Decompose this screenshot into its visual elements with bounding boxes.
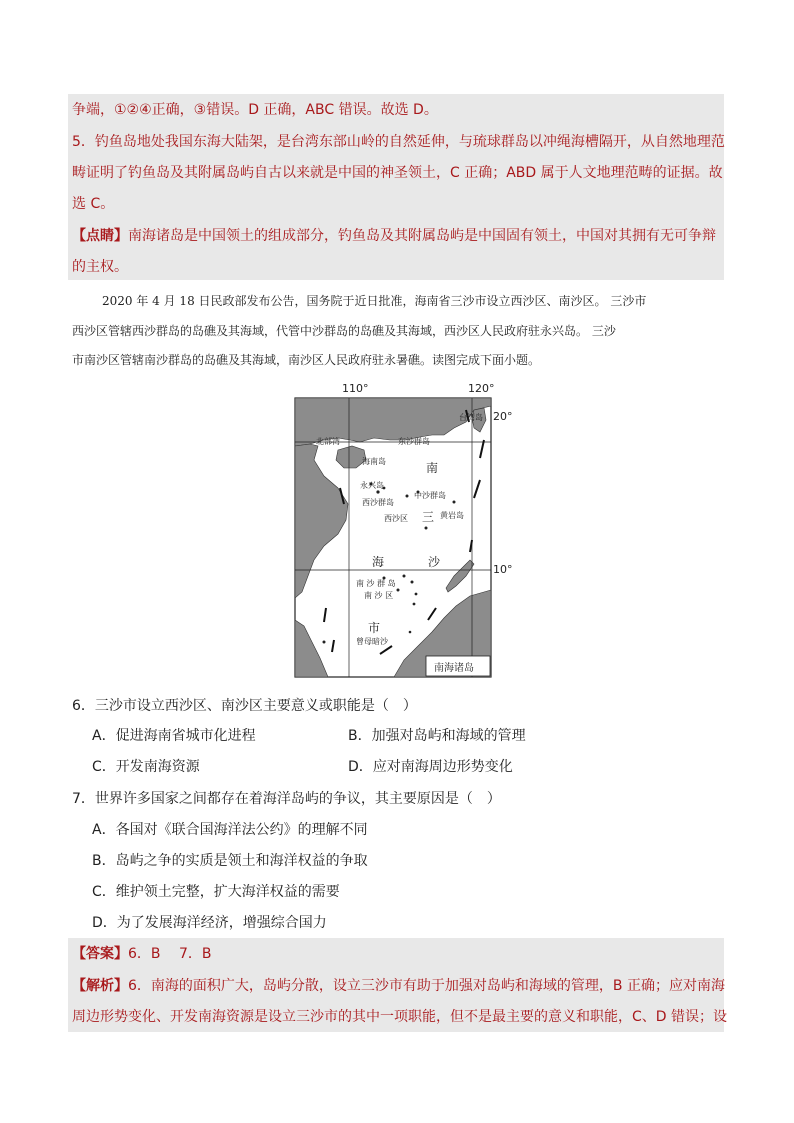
label-shi: 市	[368, 621, 381, 635]
label-yongxing: 永兴岛	[360, 481, 384, 490]
answer-tag: 【答案】	[72, 946, 128, 962]
q6-option-b: B．加强对岛屿和海域的管理	[348, 728, 526, 744]
answer-text: 6．B 7．B	[128, 946, 212, 962]
lon-120-label: 120°	[468, 382, 495, 395]
q7-option-c: C．维护领土完整，扩大海洋权益的需要	[92, 884, 340, 900]
label-nan: 南	[426, 461, 439, 475]
analysis-line-2: 周边形势变化、开发南海资源是设立三沙市的其中一项职能，但不是最主要的意义和职能，C、D 错误；设	[72, 1009, 728, 1025]
q6-option-c: C．开发南海资源	[92, 759, 200, 775]
q5-explanation-line-1: 5．钓鱼岛地处我国东海大陆架，是台湾东部山岭的自然延伸，与琉球群岛以冲绳海槽隔开，从自然地理范	[72, 134, 725, 150]
q6-stem: 6．三沙市设立西沙区、南沙区主要意义或职能是（ ）	[72, 698, 417, 714]
q6-option-a: A．促进海南省城市化进程	[92, 728, 256, 744]
analysis-tag: 【解析】	[72, 978, 128, 994]
label-sha: 沙	[428, 555, 441, 569]
q5-explanation-line-3: 选 C。	[72, 196, 115, 212]
lon-110-label: 110°	[342, 382, 369, 395]
label-dongsha: 东沙群岛	[398, 437, 430, 446]
label-zengmu: 曾母暗沙	[356, 637, 388, 646]
dianjing-line-1	[72, 227, 716, 245]
lat-20-label: 20°	[493, 410, 513, 423]
q7-option-a: A．各国对《联合国海洋法公约》的理解不同	[92, 822, 368, 838]
map-caption: 南海诸岛	[434, 663, 474, 674]
analysis-text-1: 6．南海的面积广大，岛屿分散，设立三沙市有助于加强对岛屿和海域的管理，B 正确；应对南海	[128, 978, 725, 994]
analysis-line-1	[72, 977, 725, 995]
label-xishaqu: 西沙区	[384, 514, 408, 523]
dianjing-line-2: 的主权。	[72, 259, 128, 275]
label-hai: 海	[372, 555, 385, 569]
south-china-sea-map	[294, 380, 513, 680]
explanation-block-top	[68, 94, 724, 280]
intro-line-2: 西沙区管辖西沙群岛的岛礁及其海域，代管中沙群岛的岛礁及其海域，西沙区人民政府驻永兴岛。 三沙	[72, 324, 616, 338]
label-hainan: 海南岛	[362, 457, 386, 466]
q7-option-b: B．岛屿之争的实质是领土和海洋权益的争取	[92, 853, 368, 869]
dianjing-tag: 【点睛】	[72, 228, 128, 244]
label-huangyan: 黄岩岛	[440, 511, 464, 520]
q7-stem: 7．世界许多国家之间都存在着海洋岛屿的争议，其主要原因是（ ）	[72, 791, 501, 807]
label-san: 三	[422, 510, 435, 524]
label-nansha-qundao: 南 沙 群 岛	[356, 579, 396, 588]
label-zhongsha: 中沙群岛	[414, 491, 446, 500]
q5-explanation-line-2: 畴证明了钓鱼岛及其附属岛屿自古以来就是中国的神圣领土，C 正确；ABD 属于人文地理范畴的证据。故	[72, 165, 723, 181]
label-beibu: 北部湾	[316, 437, 340, 446]
dianjing-text: 南海诸岛是中国领土的组成部分，钓鱼岛及其附属岛屿是中国固有领土，中国对其拥有无可争辩	[128, 228, 716, 244]
intro-line-3: 市南沙区管辖南沙群岛的岛礁及其海域，南沙区人民政府驻永暑礁。读图完成下面小题。	[72, 353, 541, 367]
q7-option-d: D．为了发展海洋经济，增强综合国力	[92, 915, 327, 931]
answer-line-1: 争端，①②④正确，③错误。D 正确，ABC 错误。故选 D。	[72, 102, 438, 118]
label-xisha-qundao: 西沙群岛	[362, 498, 394, 507]
lat-10-label: 10°	[493, 563, 513, 576]
intro-line-1: 2020 年 4 月 18 日民政部发布公告，国务院于近日批准，海南省三沙市设立西沙区、南沙区。 三沙市	[102, 294, 647, 308]
q6-option-d: D．应对南海周边形势变化	[348, 759, 513, 775]
label-taiwan: 台湾岛	[459, 413, 483, 422]
label-nanshaqu: 南 沙 区	[364, 591, 394, 600]
answer-line	[72, 945, 211, 963]
